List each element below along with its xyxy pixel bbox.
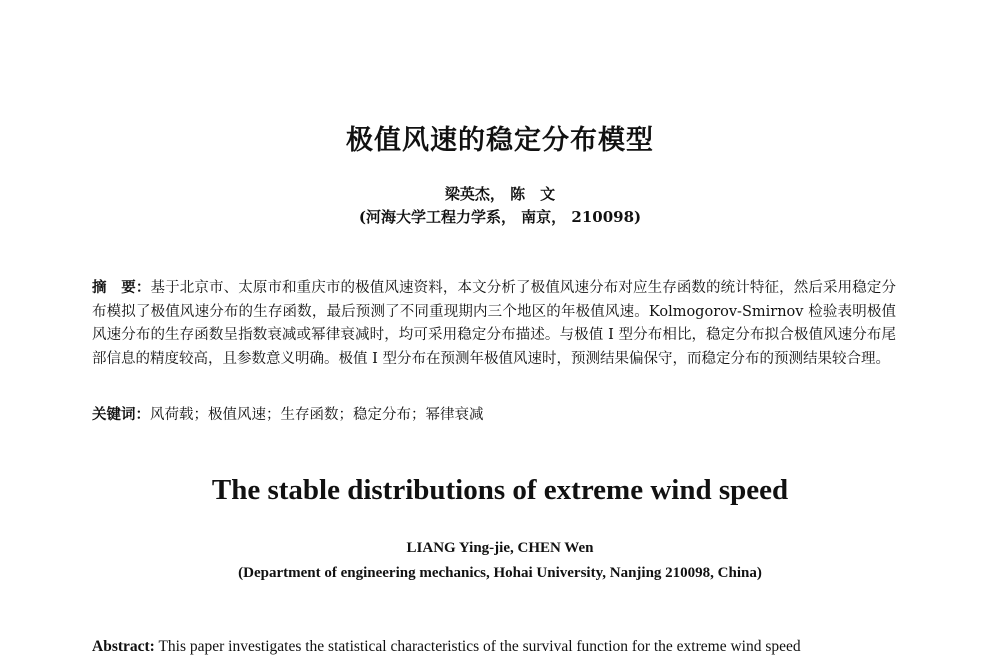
english-abstract bbox=[92, 637, 896, 657]
chinese-keywords bbox=[92, 403, 896, 427]
chinese-abstract-label: 摘 要： bbox=[92, 279, 151, 296]
chinese-affiliation: (河海大学工程力学系， 南京， 210098) bbox=[358, 208, 642, 226]
chinese-abstract bbox=[92, 276, 896, 371]
english-abstract-text: This paper investigates the statistical characteristics of the survival function for the extreme wind speed bbox=[158, 638, 801, 655]
english-title: The stable distributions of extreme wind speed bbox=[211, 474, 789, 506]
english-affiliation: (Department of engineering mechanics, Hohai University, Nanjing 210098, China) bbox=[238, 565, 762, 581]
chinese-keywords-label: 关键词： bbox=[92, 406, 150, 423]
chinese-title: 极值风速的稳定分布模型 bbox=[346, 125, 654, 156]
english-authors: LIANG Ying-jie, CHEN Wen bbox=[406, 540, 594, 556]
english-abstract-label: Abstract: bbox=[92, 638, 155, 655]
chinese-keywords-text: 风荷载；极值风速；生存函数；稳定分布；幂律衰减 bbox=[150, 407, 484, 423]
chinese-abstract-text: 基于北京市、太原市和重庆市的极值风速资料，本文分析了极值风速分布对应生存函数的统计特征，然后采用稳定分布模拟了极值风速分布的生存函数，最后预测了不同重现期内三个地区的年极值风速。Kolmogorov-Smirnov 检验表明极值风速分布的生存函数呈指数衰减或幂律衰减时，均可采用稳定分布描述。与极值 I 型分布相比，稳定分布拟合极值风速分布尾部信息的精度较高，且参数意义明确。极值 I 型分布在预测年极值风速时，预测结果偏保守，而稳定分布的预测结果较合理。 bbox=[92, 280, 896, 367]
chinese-authors: 梁英杰， 陈 文 bbox=[444, 185, 556, 203]
